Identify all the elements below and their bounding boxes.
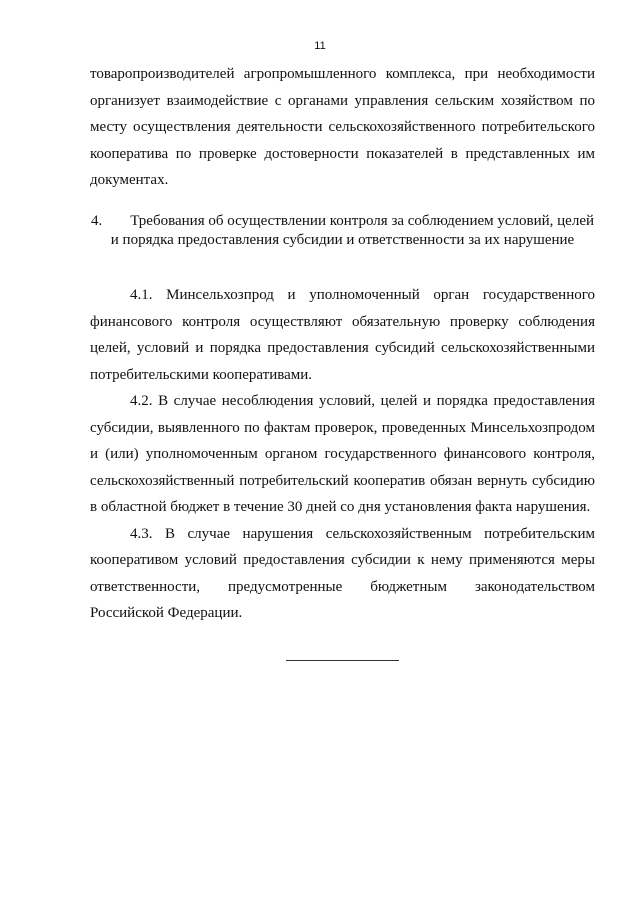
section-body [90,282,595,627]
intro-paragraph: товаропроизводителей агропромышленного комплекса, при необходимости организует взаимодействие с органами управления сельским хозяйством по месту осуществления деятельности сельскохозяйственного потребительского кооператива по проверке достоверности показателей в представленных им документах. [90,66,595,188]
section-title: Требования об осуществлении контроля за соблюдением условий, целей и порядка предоставления субсидии и ответственности за их нарушение [110,213,595,248]
paragraph-4-2: 4.2. В случае несоблюдения условий, целей и порядка предоставления субсидии, выявленного по фактам проверок, проведенных Минсельхозпродом и (или) уполномоченным органом государственного финансового контроля, сельскохозяйственный потребительский кооператив обязан вернуть субсидию в областной бюджет в течение 30 дней со дня установления факта нарушения. [90,393,595,515]
paragraph-4-1: 4.1. Минсельхозпрод и уполномоченный орган государственного финансового контроля осуществляют обязательную проверку соблюдения целей, условий и порядка предоставления субсидий сельскохозяйственными потребительскими кооперативами. [90,287,595,383]
paragraph-4-3: 4.3. В случае нарушения сельскохозяйственным потребительским кооперативом условий предоставления субсидии к нему применяются меры ответственности, предусмотренные бюджетным законодательством Российской Федерации. [90,525,595,621]
section-number: 4. [90,213,103,229]
end-divider-line [286,660,399,661]
section-heading [90,212,595,250]
page-number: 11 [314,40,326,52]
intro-block [90,61,595,194]
